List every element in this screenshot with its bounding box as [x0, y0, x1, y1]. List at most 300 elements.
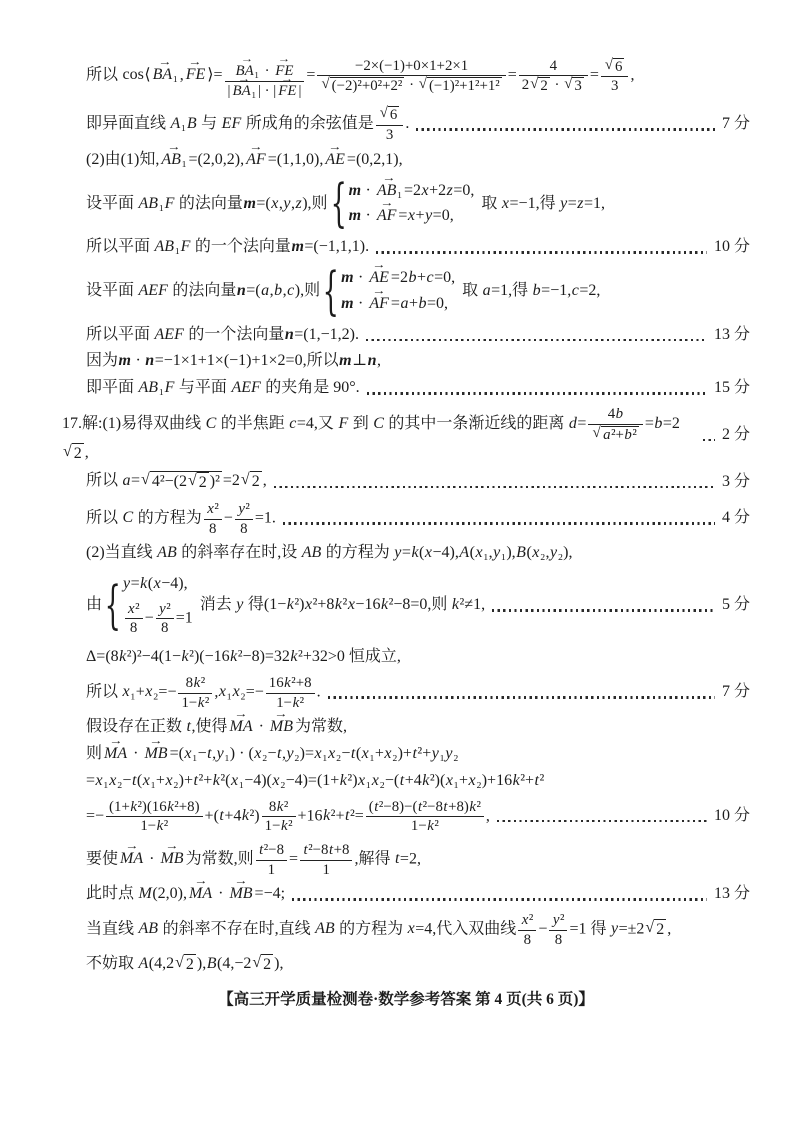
score-label: 10 分 — [713, 238, 750, 256]
variable: k — [280, 818, 288, 835]
square-root — [564, 77, 584, 95]
solution-line — [62, 647, 750, 668]
bold-variable — [348, 182, 361, 199]
dotted-leader — [497, 820, 707, 822]
variable: y — [445, 744, 453, 762]
bold-variable — [291, 238, 304, 255]
numerator — [376, 105, 404, 126]
variable: k — [339, 771, 347, 789]
fraction — [256, 841, 287, 878]
variable: m — [339, 352, 352, 370]
math-content: 所以 C 的方程为 $\frac{\text{x²}}{8}$ − $\frac{\text{y²}}{8}$ =1. — [86, 500, 276, 537]
radical-sign: √ — [604, 56, 614, 73]
square-root — [380, 106, 400, 124]
fraction — [300, 841, 352, 878]
denominator: 8 — [523, 931, 532, 948]
variable: M — [138, 885, 152, 903]
left-brace: { — [322, 260, 339, 321]
solution-line — [62, 105, 750, 143]
variable: k — [284, 674, 291, 691]
square-root — [419, 77, 502, 95]
variable: x — [445, 771, 453, 789]
variable: t — [193, 771, 198, 789]
denominator: 8 — [209, 520, 217, 537]
solution-line — [62, 543, 750, 564]
solution-line — [62, 574, 750, 637]
left-brace: { — [104, 575, 121, 635]
bold-variable — [284, 326, 294, 343]
variable: AEF — [231, 379, 261, 397]
math-content: Δ=(8k²)²−4(1−k²)(−16k²−8)=32k²+32>0 恒成立, — [86, 648, 401, 666]
bold-variable — [236, 282, 246, 299]
variable: AEF — [154, 325, 184, 343]
dotted-leader — [274, 486, 715, 488]
variable: AB — [315, 920, 335, 938]
numerator: x² — [518, 911, 536, 931]
variable: B — [206, 955, 217, 973]
vector: → AB₁ — [161, 150, 187, 171]
score-label: 10 分 — [713, 806, 750, 824]
numerator — [601, 57, 629, 78]
bold-variable — [341, 269, 354, 286]
variable: x — [128, 600, 135, 617]
numerator: 4 — [519, 57, 588, 77]
solution-line — [62, 260, 750, 321]
variable: t — [443, 798, 448, 815]
variable: A — [170, 115, 181, 133]
variable: A — [459, 544, 470, 562]
variable: AB — [301, 544, 322, 562]
variable: x — [165, 771, 173, 789]
square-root — [530, 77, 550, 95]
math-content: 设平面 AB₁F 的法向量m=(x,y,z),则 { m · → AB₁=2x+2z=0, m · → AF =x+y=0, 取 x=−1,得 y=z=1, — [86, 181, 605, 228]
denominator — [588, 425, 642, 444]
dotted-leader — [376, 251, 707, 253]
vector: → AB₁ — [376, 181, 402, 202]
math-content: 所以 x₁+x₂=− $\frac{\text{8k²}}{\text{1−k²}}$ ,x₁x₂=− $\frac{\text{16k²+8}}{\text{1−k²}}$ . — [86, 674, 321, 711]
variable: c — [287, 281, 295, 299]
radical-sign: √ — [530, 76, 539, 93]
upright-text — [122, 66, 144, 83]
variable: k — [292, 694, 300, 711]
numerator: 8k² — [178, 674, 212, 694]
variable: MB — [269, 718, 294, 736]
numerator: x² — [204, 500, 222, 520]
variable: C — [205, 414, 217, 432]
math-content: 所以 cos⟨ → BA₁, → FE ⟩= → $\frac{\text{BA₁ · → FE}}{\text{| → BA₁ | · | → FE |}}$ = −2×(−1)+0×1+2×1 √ (−2)²+0²+2² · √ (−1)²+1²+1² = 4 2 √ 2 · √ 3 = √ 6 3 , — [86, 52, 634, 99]
variable: b — [532, 281, 541, 299]
radicand: 3 — [574, 78, 582, 95]
variable: t — [394, 850, 400, 868]
variable: k — [323, 806, 331, 824]
math-content: (2)当直线 AB 的斜率存在时,设 AB 的方程为 y=k(x−4),A(x₁,y₁),B(x₂,y₂), — [86, 544, 573, 562]
variable: x — [361, 744, 369, 762]
dotted-leader — [328, 696, 715, 698]
square-root — [141, 471, 222, 494]
variable: k — [230, 648, 238, 666]
cases-row: m · → AB₁=2x+2z=0, — [348, 181, 474, 202]
variable: k — [197, 694, 205, 711]
variable: x — [475, 544, 483, 562]
solution-line — [62, 405, 750, 465]
bold-variable — [348, 207, 361, 224]
radical-sign: √ — [564, 76, 573, 93]
variable: b — [408, 268, 417, 286]
variable: z — [577, 194, 584, 212]
variable: F — [164, 194, 175, 212]
dotted-leader — [703, 439, 715, 441]
variable: t — [131, 771, 137, 789]
variable: FE — [278, 82, 297, 99]
solution-line — [62, 744, 750, 765]
radicand: 2 — [184, 954, 196, 976]
denominator: | → BA₁ | · | → FE | — [225, 82, 305, 100]
radicand: (−1)²+1²+1² — [428, 78, 500, 95]
variable: k — [181, 648, 189, 666]
solution-line — [62, 798, 750, 835]
dotted-leader — [416, 128, 715, 130]
math-content: 所以平面 AEF 的一个法向量n=(1,−1,2). — [86, 325, 359, 343]
variable: k — [156, 818, 164, 835]
variable: C — [122, 509, 134, 527]
variable: k — [422, 771, 430, 789]
variable: B — [516, 544, 526, 562]
variable: BA — [152, 66, 173, 84]
bold-variable — [145, 352, 155, 369]
numerator: x² — [125, 600, 143, 620]
variable: k — [276, 798, 284, 815]
radical-sign: √ — [141, 471, 150, 489]
vector — [104, 744, 128, 765]
math-content: 即异面直线 A₁B 与 EF 所成角的余弦值是 √ 6 3 . — [86, 105, 410, 144]
variable: z — [295, 194, 302, 212]
math-content: 当直线 AB 的斜率不存在时,直线 AB 的方程为 x=4,代入双曲线 $\frac{\text{x²}}{8}$ − $\frac{\text{y²}}{8}$ =1 得 y=±2 √ 2 , — [86, 912, 672, 948]
variable: a — [400, 294, 409, 312]
variable: x — [109, 771, 117, 789]
math-content: 则 → MA · → MB =(x₁−t,y₁) · (x₂−t,y₂)=x₁x₂−t(x₁+x₂)+t²+y₁y₂ — [86, 744, 459, 765]
variable: x — [358, 771, 366, 789]
variable: b — [274, 281, 283, 299]
radical-sign: √ — [592, 424, 601, 441]
variable: b — [418, 294, 427, 312]
score-label: 7 分 — [721, 683, 750, 701]
fraction — [262, 798, 296, 835]
denominator: 1−k² — [140, 818, 169, 835]
denominator: √ (−2)²+0²+2² · √ (−1)²+1²+1² — [321, 76, 500, 95]
variable: x — [501, 194, 510, 212]
variable: t — [303, 841, 308, 858]
variable: y — [123, 574, 131, 592]
variable: x — [122, 683, 130, 701]
cases-row: m · → AF =a+b=0, — [341, 294, 456, 315]
variable: x — [272, 771, 280, 789]
score-label: 15 分 — [713, 379, 750, 397]
vector — [120, 849, 144, 870]
variable: y — [286, 744, 294, 762]
denominator: 8 — [129, 620, 138, 637]
variable: k — [119, 648, 127, 666]
variable: AB — [138, 194, 159, 212]
bold-variable — [367, 352, 377, 369]
bold-variable — [243, 195, 256, 212]
radicand: a²+b² — [601, 426, 639, 444]
math-content: =− $\frac{\text{(1+k²)(16k²+8)}}{\text{1−k²}}$ +(t+4k²) $\frac{\text{8k²}}{\text{1−k²}}$ +16k²+t²= $\frac{\text{(t²−8)−(t²−8t+8)k²}}{\text{1−k²}}$ , — [86, 798, 490, 835]
variable: k — [193, 674, 201, 691]
radicand: 2 — [250, 471, 262, 493]
square-root — [175, 954, 196, 976]
radical-sign: √ — [321, 76, 330, 93]
dotted-leader — [366, 339, 707, 341]
variable: MA — [120, 850, 144, 868]
vector: → BA₁ — [232, 83, 256, 100]
variable: k — [241, 806, 249, 824]
page-footer: 【高三开学质量检测卷·数学参考答案 第 4 页(共 6 页)】 — [218, 991, 594, 1009]
solution-line — [62, 771, 750, 792]
vector — [246, 150, 267, 171]
score-label: 4 分 — [721, 509, 750, 527]
fraction — [204, 500, 222, 537]
variable: AE — [325, 150, 345, 168]
variable: MA — [104, 744, 128, 762]
score-label: 13 分 — [713, 885, 750, 903]
variable: b — [624, 426, 632, 443]
variable: x — [521, 912, 529, 928]
variable: k — [469, 798, 476, 815]
solution-line — [62, 471, 750, 494]
variable: t — [259, 841, 264, 858]
variable: y — [493, 544, 501, 562]
variable: k — [212, 771, 220, 789]
radical-sign: √ — [379, 105, 388, 122]
variable: t — [534, 771, 539, 789]
variable: y — [425, 207, 433, 225]
vector — [189, 884, 213, 905]
radicand: 6 — [615, 58, 623, 75]
variable: x — [421, 181, 429, 199]
numerator: (1+k²)(16k²+8) — [106, 798, 203, 818]
variable: BA — [235, 63, 254, 80]
vector: → BA₁ — [235, 63, 259, 80]
variable: m — [348, 181, 362, 199]
solution-line — [62, 52, 750, 99]
math-content: 此时点 M(2,0), → MA · → MB =−4; — [86, 884, 285, 905]
variable: x — [184, 744, 192, 762]
variable: m — [348, 207, 362, 225]
variable: MB — [229, 885, 253, 903]
square-root — [63, 443, 84, 465]
dotted-leader — [292, 898, 707, 900]
variable: t — [328, 841, 334, 858]
variable: d — [568, 414, 577, 432]
fraction — [519, 57, 588, 95]
solution-line — [62, 954, 750, 976]
variable: FE — [275, 63, 294, 80]
math-content: 即平面 AB₁F 与平面 AEF 的夹角是 90°. — [86, 379, 360, 397]
vector: → BA₁ — [152, 65, 178, 86]
solution-line — [62, 351, 750, 372]
variable: k — [411, 544, 419, 562]
vector — [369, 294, 390, 315]
fraction — [317, 57, 505, 95]
math-content: 由 { y=k(x−4), $\frac{\text{x²}}{8}$ − $\frac{\text{y²}}{8}$ =1 消去 y 得(1−k²)x²+8k²x−16k²−8=0,则 k²≠1, — [86, 574, 486, 637]
denominator: 1 — [322, 861, 330, 878]
variable: x — [207, 500, 214, 517]
radicand: 2 — [72, 443, 84, 465]
variable: y — [549, 544, 558, 562]
square-root — [605, 58, 625, 76]
cases-rows — [348, 181, 474, 228]
variable: k — [286, 596, 294, 614]
variable: n — [236, 281, 246, 299]
numerator: → BA₁ · → FE — [225, 52, 305, 82]
numerator: y² — [235, 500, 253, 520]
variable: x — [304, 596, 313, 614]
denominator: 2 √ 2 · √ 3 — [521, 76, 582, 95]
denominator: 3 — [385, 127, 394, 144]
variable: k — [427, 818, 434, 835]
bold-variable — [118, 352, 131, 369]
solution-line — [62, 378, 750, 399]
square-root — [252, 954, 273, 976]
math-content: (2)由(1)知, → AB₁=(2,0,2), → AF =(1,1,0), → AE =(0,2,1), — [86, 150, 403, 171]
variable: FE — [185, 66, 206, 84]
radicand: 2 — [654, 919, 666, 941]
variable: x — [347, 596, 355, 614]
variable: m — [118, 352, 131, 370]
variable: a — [482, 281, 491, 299]
radicand: 2 — [197, 472, 209, 494]
variable: t — [412, 744, 417, 762]
radical-sign: √ — [240, 471, 250, 489]
variable: F — [338, 414, 349, 432]
variable: B — [186, 115, 197, 133]
solution-lines — [62, 52, 750, 976]
variable: k — [512, 771, 520, 789]
variable: F — [164, 379, 175, 397]
math-content: 所以 a= √ 4²−(2 √ 2 )² =2 √ 2 , — [86, 471, 267, 494]
variable: cos — [122, 66, 144, 84]
numerator: (t²−8)−(t²−8t+8)k² — [366, 798, 484, 818]
vector — [325, 150, 346, 171]
bold-variable — [341, 295, 354, 312]
radical-sign: √ — [418, 76, 427, 93]
math-content: 因为m · n=−1×1+1×(−1)+1×2=0,所以m⊥n, — [86, 352, 381, 370]
variable: k — [334, 596, 343, 614]
variable: t — [399, 771, 405, 789]
fraction — [106, 798, 203, 835]
denominator: 8 — [160, 620, 169, 637]
math-content: =x₁x₂−t(x₁+x₂)+t²+k²(x₁−4)(x₂−4)=(1+k²)x₁x₂−(t+4k²)(x₁+x₂)+16k²+t² — [86, 771, 545, 789]
vector — [160, 849, 184, 870]
variable: c — [289, 414, 297, 432]
variable: y — [552, 912, 560, 928]
denominator: 1−k² — [276, 694, 305, 711]
variable: EF — [221, 115, 242, 133]
math-content: 假设存在正数 t,使得 → MA · → MB 为常数, — [86, 717, 347, 738]
dotted-leader — [283, 522, 715, 524]
fraction — [376, 105, 404, 143]
vector — [278, 83, 297, 100]
denominator: 1−k² — [181, 694, 210, 711]
variable: MA — [189, 885, 213, 903]
math-content: 所以平面 AB₁F 的一个法向量m=(−1,1,1). — [86, 238, 370, 256]
variable: y — [431, 744, 439, 762]
fraction — [178, 674, 212, 711]
radicand: 2 — [261, 954, 273, 976]
variable: y — [238, 500, 245, 517]
solution-line — [62, 884, 750, 905]
numerator: y² — [156, 600, 174, 620]
cases-row: m · → AE =2b+c=0, — [341, 268, 456, 289]
cases-system — [322, 260, 456, 321]
solution-line — [62, 500, 750, 537]
variable: b — [615, 405, 624, 422]
square-root — [645, 919, 666, 941]
variable: c — [426, 268, 434, 286]
vector — [144, 744, 168, 765]
variable: AB — [154, 238, 175, 256]
vector — [229, 884, 253, 905]
variable: m — [243, 194, 256, 212]
solution-line — [62, 150, 750, 171]
variable: x — [371, 771, 379, 789]
solution-line — [62, 325, 750, 346]
vector — [229, 717, 253, 738]
variable: AB — [138, 920, 159, 938]
vector — [269, 717, 293, 738]
cases-system — [330, 173, 475, 233]
variable: A — [138, 955, 149, 973]
numerator: −2×(−1)+0×1+2×1 — [317, 57, 505, 77]
fraction — [549, 911, 567, 948]
variable: F — [180, 238, 191, 256]
denominator: 1−k² — [264, 818, 293, 835]
variable: k — [130, 798, 137, 815]
left-brace: { — [330, 173, 347, 233]
variable: n — [367, 352, 377, 370]
variable: BA — [232, 82, 251, 99]
score-label: 7 分 — [721, 115, 750, 133]
solution-line — [62, 237, 750, 258]
solution-line — [62, 841, 750, 878]
variable: x — [145, 683, 153, 701]
variable: x — [142, 771, 150, 789]
radical-sign: √ — [187, 472, 197, 490]
variable: AF — [246, 150, 266, 168]
radical-sign: √ — [645, 919, 655, 937]
fraction — [235, 500, 253, 537]
variable: t — [417, 798, 423, 815]
variable: t — [345, 806, 350, 824]
variable: x — [468, 771, 476, 789]
variable: t — [276, 744, 282, 762]
variable: m — [291, 238, 304, 256]
variable: AB — [376, 181, 397, 199]
variable: x — [232, 683, 240, 701]
variable: y — [159, 600, 166, 617]
variable: a — [261, 281, 270, 299]
numerator: t²−8 — [256, 841, 287, 861]
square-root — [592, 426, 638, 444]
vector — [376, 206, 397, 227]
radicand: 6 — [389, 107, 398, 124]
cases-row: $\frac{\text{x²}}{8}$ − $\frac{\text{y²}}{8}$ =1 — [123, 600, 193, 637]
variable: MA — [229, 718, 253, 736]
denominator: 8 — [240, 520, 248, 537]
variable: C — [373, 414, 384, 432]
variable: MB — [160, 850, 184, 868]
variable: x — [218, 683, 226, 701]
